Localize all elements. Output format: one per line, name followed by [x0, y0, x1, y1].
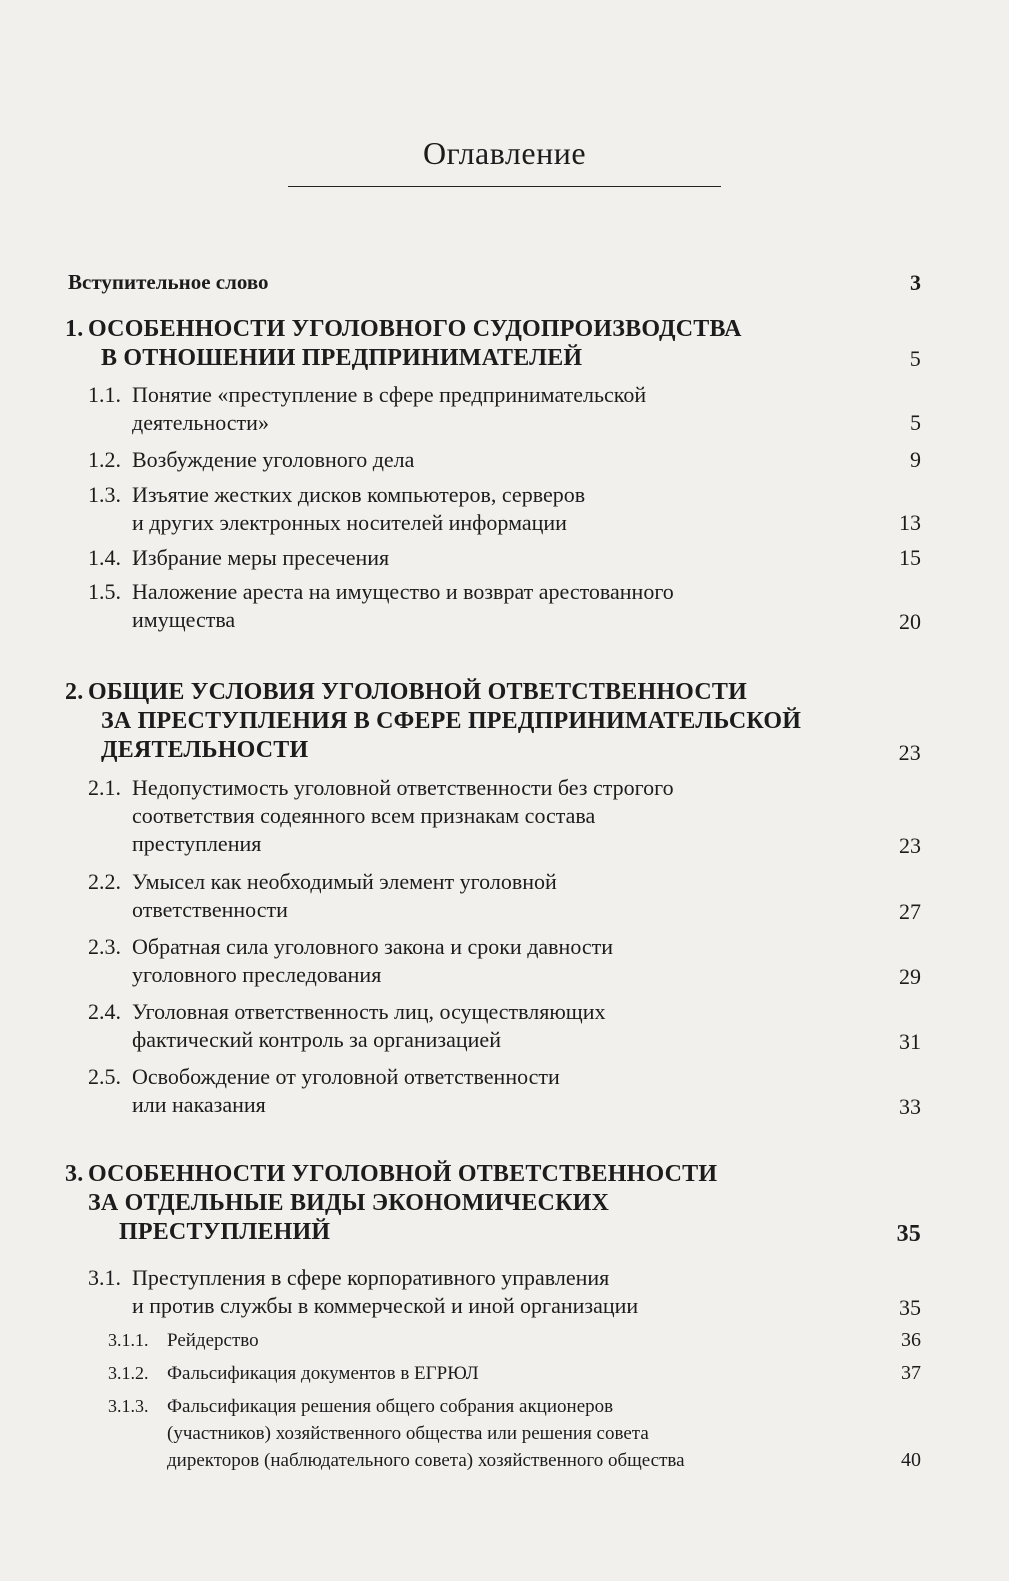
item-number: 1.5.: [88, 579, 121, 604]
section-page: 5: [909, 346, 921, 371]
subitem-number: 3.1.2.: [108, 1363, 149, 1383]
subitem-page: 36: [901, 1329, 921, 1351]
item-title: Умысел как необходимый элемент уголовной ответственности: [132, 869, 557, 922]
toc-item-2-5[interactable]: [0, 1063, 1009, 1119]
item-page: 5: [910, 410, 921, 435]
item-page: 15: [899, 545, 921, 570]
section-number: 3.: [65, 1161, 84, 1187]
section-page: 35: [896, 1221, 921, 1247]
item-title: Изъятие жестких дисков компьютеров, серверов и других электронных носителей информации: [132, 482, 586, 535]
title-underline: [288, 186, 721, 187]
item-title: Преступления в сфере корпоративного управления и против службы в коммерческой и иной организации: [132, 1265, 639, 1318]
item-title: Освобождение от уголовной ответственности или наказания: [132, 1064, 560, 1117]
item-page: 23: [899, 833, 921, 858]
section-title-cont: ПРЕСТУПЛЕНИЙ: [119, 1219, 331, 1245]
subitem-title: Фальсификация документов в ЕГРЮЛ: [167, 1363, 479, 1384]
item-page: 33: [899, 1094, 921, 1119]
intro-title: Вступительное слово: [68, 270, 269, 294]
toc-subitem-3-1-2[interactable]: [0, 1360, 1009, 1387]
toc-subitem-3-1-3[interactable]: [0, 1393, 1009, 1474]
toc-item-2-4[interactable]: [0, 998, 1009, 1054]
toc-section-1[interactable]: [0, 315, 1009, 373]
toc-item-1-4[interactable]: [0, 544, 1009, 572]
toc-section-2[interactable]: [0, 678, 1009, 766]
section-number: 1.: [65, 316, 84, 342]
section-title: ОБЩИЕ УСЛОВИЯ УГОЛОВНОЙ ОТВЕТСТВЕННОСТИ: [88, 679, 747, 705]
item-title: Недопустимость уголовной ответственности без строгого соответствия содеянного всем признакам состава преступления: [132, 775, 674, 856]
item-title: Избрание меры пресечения: [132, 545, 390, 570]
toc-item-1-1[interactable]: [0, 381, 1009, 437]
toc-item-1-3[interactable]: [0, 481, 1009, 537]
item-number: 2.4.: [88, 999, 121, 1024]
toc-subitem-3-1-1[interactable]: [0, 1327, 1009, 1354]
section-number: 2.: [65, 679, 84, 705]
toc-item-2-2[interactable]: [0, 868, 1009, 924]
item-number: 2.1.: [88, 775, 121, 800]
section-title: ОСОБЕННОСТИ УГОЛОВНОГО СУДОПРОИЗВОДСТВА: [88, 316, 742, 342]
item-title: Понятие «преступление в сфере предпринимательской деятельности»: [132, 382, 647, 435]
section-title-cont: ЗА ОТДЕЛЬНЫЕ ВИДЫ ЭКОНОМИЧЕСКИХ: [88, 1190, 610, 1216]
subitem-page: 40: [901, 1449, 921, 1471]
item-page: 13: [899, 510, 921, 535]
subitem-number: 3.1.1.: [108, 1330, 149, 1350]
item-number: 2.5.: [88, 1064, 121, 1089]
subitem-number: 3.1.3.: [108, 1396, 149, 1416]
item-title: Наложение ареста на имущество и возврат арестованного имущества: [132, 579, 674, 632]
subitem-title: Рейдерство: [167, 1330, 259, 1351]
item-title: Уголовная ответственность лиц, осуществляющих фактический контроль за организацией: [132, 999, 606, 1052]
item-number: 2.2.: [88, 869, 121, 894]
intro-page: 3: [910, 270, 921, 295]
toc-item-2-3[interactable]: [0, 933, 1009, 989]
toc-intro[interactable]: [0, 270, 1009, 298]
item-page: 31: [899, 1029, 921, 1054]
toc-title: Оглавление: [422, 135, 587, 171]
item-page: 27: [899, 899, 921, 924]
subitem-page: 37: [901, 1362, 921, 1384]
item-number: 1.2.: [88, 447, 121, 472]
toc-item-1-2[interactable]: [0, 446, 1009, 474]
toc-section-3[interactable]: [0, 1160, 1009, 1248]
toc-item-1-5[interactable]: [0, 578, 1009, 634]
item-title: Возбуждение уголовного дела: [132, 447, 415, 472]
section-title-cont: В ОТНОШЕНИИ ПРЕДПРИНИМАТЕЛЕЙ: [101, 345, 583, 371]
item-page: 9: [910, 447, 921, 472]
item-number: 1.1.: [88, 382, 121, 407]
section-title: ОСОБЕННОСТИ УГОЛОВНОЙ ОТВЕТСТВЕННОСТИ: [88, 1161, 718, 1187]
toc-item-2-1[interactable]: [0, 774, 1009, 858]
item-number: 1.4.: [88, 545, 121, 570]
section-title-cont: ЗА ПРЕСТУПЛЕНИЯ В СФЕРЕ ПРЕДПРИНИМАТЕЛЬСКОЙ ДЕЯТЕЛЬНОСТИ: [101, 708, 802, 763]
item-number: 3.1.: [88, 1265, 121, 1290]
item-page: 35: [899, 1295, 921, 1320]
item-title: Обратная сила уголовного закона и сроки давности уголовного преследования: [132, 934, 614, 987]
item-number: 2.3.: [88, 934, 121, 959]
item-page: 29: [899, 964, 921, 989]
toc-item-3-1[interactable]: [0, 1264, 1009, 1320]
item-page: 20: [899, 609, 921, 634]
subitem-title: Фальсификация решения общего собрания акционеров (участников) хозяйственного общества или решения совета директоров (наблюдательного совета) хозяйственного общества: [167, 1396, 685, 1471]
section-page: 23: [898, 740, 921, 765]
item-number: 1.3.: [88, 482, 121, 507]
